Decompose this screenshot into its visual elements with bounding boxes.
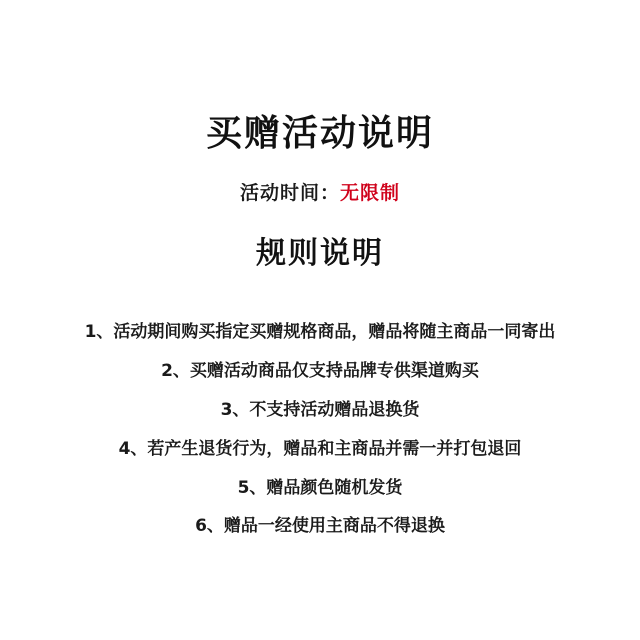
page-title: 买赠活动说明 [205,113,434,154]
list-item: 5、赠品颜色随机发货 [237,477,403,498]
rules-list [0,321,640,555]
list-item: 4、若产生退货行为，赠品和主商品并需一并打包退回 [118,438,522,459]
activity-period-value: 无限制 [340,182,401,205]
activity-period-label: 活动时间： [239,182,340,205]
activity-period [240,181,400,206]
section-title-rules: 规则说明 [256,235,384,271]
list-item: 6、赠品一经使用主商品不得退换 [195,516,445,537]
list-item: 2、买赠活动商品仅支持品牌专供渠道购买 [161,360,479,381]
list-item: 3、不支持活动赠品退换货 [220,399,420,420]
list-item: 1、活动期间购买指定买赠规格商品，赠品将随主商品一同寄出 [84,321,556,342]
